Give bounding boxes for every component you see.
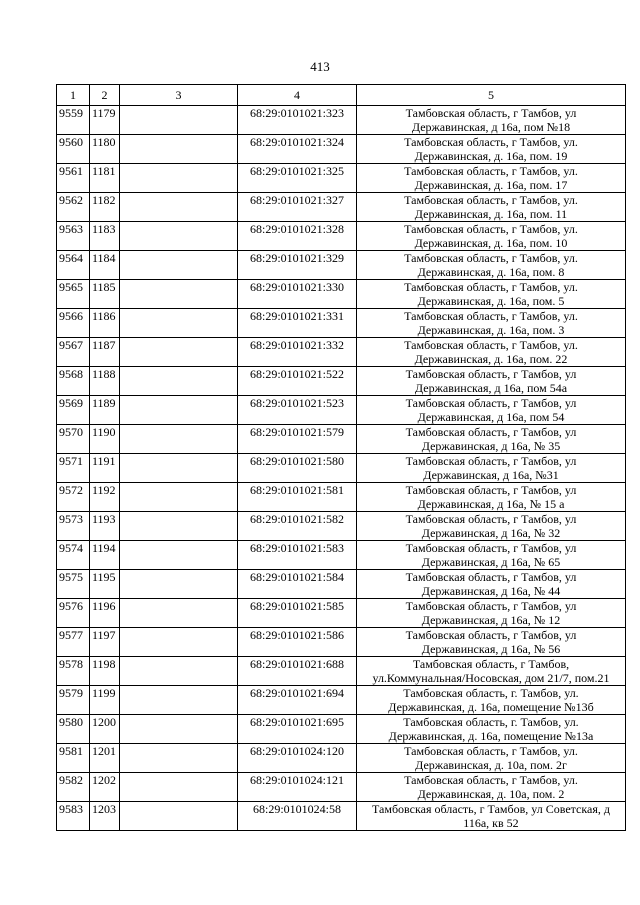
row-number-cell: 9561: [57, 164, 90, 193]
address-cell: [357, 106, 626, 135]
row-number-cell: 9570: [57, 425, 90, 454]
table-row: [57, 773, 626, 802]
address-line-2: Державинская, д 16а, № 15 а: [417, 497, 565, 511]
cadastral-number-cell: 68:29:0101024:121: [238, 773, 357, 802]
page-number: 413: [310, 59, 330, 74]
address-cell: [357, 251, 626, 280]
address-cell: [357, 338, 626, 367]
cadastral-number-cell: 68:29:0101021:695: [238, 715, 357, 744]
empty-cell: [120, 512, 238, 541]
cadastral-number-cell: 68:29:0101021:583: [238, 541, 357, 570]
table-row: [57, 396, 626, 425]
table-row: [57, 309, 626, 338]
address-cell: [357, 454, 626, 483]
row-number-cell: 9574: [57, 541, 90, 570]
row-number-cell: 9572: [57, 483, 90, 512]
address-line-1: Тамбовская область, г Тамбов, ул.: [404, 251, 578, 265]
table-row: [57, 367, 626, 396]
empty-cell: [120, 570, 238, 599]
row-number-cell: 9581: [57, 744, 90, 773]
sequence-number-cell: 1188: [90, 367, 120, 396]
row-number-cell: 9563: [57, 222, 90, 251]
sequence-number-cell: 1195: [90, 570, 120, 599]
sequence-number-cell: 1190: [90, 425, 120, 454]
sequence-number-cell: 1196: [90, 599, 120, 628]
table-row: [57, 338, 626, 367]
row-number-cell: 9582: [57, 773, 90, 802]
sequence-number-cell: 1197: [90, 628, 120, 657]
row-number-cell: 9562: [57, 193, 90, 222]
address-line-2: Державинская, д. 16а, помещение №13а: [388, 729, 594, 743]
address-cell: [357, 512, 626, 541]
address-cell: [357, 222, 626, 251]
row-number-cell: 9567: [57, 338, 90, 367]
address-line-1: Тамбовская область, г Тамбов, ул.: [404, 222, 578, 236]
address-line-1: Тамбовская область, г Тамбов, ул.: [404, 135, 578, 149]
address-line-2: Державинская, д. 16а, пом. 3: [417, 323, 565, 337]
empty-cell: [120, 773, 238, 802]
address-cell: [357, 686, 626, 715]
address-line-2: Державинская, д 16а, № 32: [421, 526, 561, 540]
row-number-cell: 9580: [57, 715, 90, 744]
address-cell: [357, 164, 626, 193]
table-row: [57, 222, 626, 251]
sequence-number-cell: 1181: [90, 164, 120, 193]
empty-cell: [120, 541, 238, 570]
address-cell: [357, 193, 626, 222]
address-cell: [357, 744, 626, 773]
address-line-1: Тамбовская область, г Тамбов, ул: [405, 425, 577, 439]
table-row: [57, 454, 626, 483]
address-line-1: Тамбовская область, г Тамбов, ул: [405, 483, 577, 497]
address-line-1: Тамбовская область, г Тамбов, ул: [405, 512, 577, 526]
table-row: [57, 715, 626, 744]
address-cell: [357, 570, 626, 599]
sequence-number-cell: 1187: [90, 338, 120, 367]
table-row: [57, 657, 626, 686]
header-col-3: 3: [120, 85, 238, 106]
address-line-1: Тамбовская область, г Тамбов, ул.: [404, 164, 578, 178]
sequence-number-cell: 1199: [90, 686, 120, 715]
cadastral-number-cell: 68:29:0101021:330: [238, 280, 357, 309]
header-col-4: 4: [238, 85, 357, 106]
sequence-number-cell: 1191: [90, 454, 120, 483]
cadastral-number-cell: 68:29:0101021:582: [238, 512, 357, 541]
address-cell: [357, 628, 626, 657]
address-line-2: ул.Коммунальная/Носовская, дом 21/7, пом.21: [372, 671, 610, 685]
sequence-number-cell: 1202: [90, 773, 120, 802]
row-number-cell: 9578: [57, 657, 90, 686]
registry-table: [56, 84, 626, 831]
address-line-1: Тамбовская область, г. Тамбов, ул.: [403, 715, 579, 729]
sequence-number-cell: 1193: [90, 512, 120, 541]
address-line-2: Державинская, д. 16а, пом. 10: [414, 236, 568, 250]
address-cell: [357, 483, 626, 512]
address-line-2: Державинская, д. 16а, пом. 5: [417, 294, 565, 308]
address-line-1: Тамбовская область, г Тамбов, ул Советская, д: [372, 802, 610, 816]
cadastral-number-cell: 68:29:0101021:585: [238, 599, 357, 628]
empty-cell: [120, 338, 238, 367]
row-number-cell: 9583: [57, 802, 90, 831]
address-cell: [357, 396, 626, 425]
address-cell: [357, 802, 626, 831]
cadastral-number-cell: 68:29:0101024:58: [238, 802, 357, 831]
row-number-cell: 9564: [57, 251, 90, 280]
empty-cell: [120, 367, 238, 396]
empty-cell: [120, 425, 238, 454]
empty-cell: [120, 396, 238, 425]
row-number-cell: 9566: [57, 309, 90, 338]
empty-cell: [120, 483, 238, 512]
table-row: [57, 164, 626, 193]
address-line-2: Державинская, д 16а, № 44: [421, 584, 561, 598]
cadastral-number-cell: 68:29:0101021:584: [238, 570, 357, 599]
cadastral-number-cell: 68:29:0101021:328: [238, 222, 357, 251]
table-row: [57, 744, 626, 773]
address-line-1: Тамбовская область, г Тамбов, ул: [405, 106, 577, 120]
sequence-number-cell: 1192: [90, 483, 120, 512]
address-line-1: Тамбовская область, г Тамбов, ул: [405, 396, 577, 410]
table-row: [57, 193, 626, 222]
sequence-number-cell: 1194: [90, 541, 120, 570]
address-line-1: Тамбовская область, г Тамбов, ул.: [404, 280, 578, 294]
sequence-number-cell: 1180: [90, 135, 120, 164]
address-line-1: Тамбовская область, г Тамбов, ул.: [404, 338, 578, 352]
sequence-number-cell: 1201: [90, 744, 120, 773]
empty-cell: [120, 715, 238, 744]
address-line-2: Державинская, д 16а, № 65: [421, 555, 561, 569]
empty-cell: [120, 802, 238, 831]
empty-cell: [120, 686, 238, 715]
address-cell: [357, 599, 626, 628]
address-line-2: Державинская, д. 16а, помещение №13б: [388, 700, 594, 714]
header-col-5: 5: [357, 85, 626, 106]
cadastral-number-cell: 68:29:0101021:581: [238, 483, 357, 512]
address-cell: [357, 657, 626, 686]
sequence-number-cell: 1198: [90, 657, 120, 686]
table-row: [57, 425, 626, 454]
address-line-1: Тамбовская область, г Тамбов, ул: [405, 367, 577, 381]
address-line-1: Тамбовская область, г Тамбов, ул: [405, 570, 577, 584]
address-line-1: Тамбовская область, г Тамбов, ул.: [404, 193, 578, 207]
table-row: [57, 599, 626, 628]
empty-cell: [120, 309, 238, 338]
empty-cell: [120, 657, 238, 686]
address-line-1: Тамбовская область, г Тамбов, ул: [405, 599, 577, 613]
address-line-2: Державинская, д. 16а, пом. 8: [417, 265, 565, 279]
address-line-2: Державинская, д 16а, пом 54: [417, 410, 565, 424]
header-col-1: 1: [57, 85, 90, 106]
address-line-2: Державинская, д. 16а, пом. 22: [414, 352, 568, 366]
table-row: [57, 686, 626, 715]
address-line-1: Тамбовская область, г Тамбов, ул: [405, 454, 577, 468]
address-line-2: Державинская, д 16а, №31: [423, 468, 559, 482]
table-row: [57, 135, 626, 164]
address-line-1: Тамбовская область, г Тамбов, ул: [405, 541, 577, 555]
row-number-cell: 9565: [57, 280, 90, 309]
address-cell: [357, 773, 626, 802]
address-cell: [357, 425, 626, 454]
address-line-2: Державинская, д 16а, № 56: [421, 642, 561, 656]
empty-cell: [120, 744, 238, 773]
cadastral-number-cell: 68:29:0101021:523: [238, 396, 357, 425]
sequence-number-cell: 1200: [90, 715, 120, 744]
table-header-row: [57, 85, 626, 106]
cadastral-number-cell: 68:29:0101021:580: [238, 454, 357, 483]
empty-cell: [120, 135, 238, 164]
table-row: [57, 280, 626, 309]
table-row: [57, 483, 626, 512]
address-cell: [357, 309, 626, 338]
empty-cell: [120, 454, 238, 483]
row-number-cell: 9569: [57, 396, 90, 425]
sequence-number-cell: 1203: [90, 802, 120, 831]
address-line-2: Державинская, д 16а, пом 54а: [414, 381, 568, 395]
address-cell: [357, 135, 626, 164]
header-col-2: 2: [90, 85, 120, 106]
table-row: [57, 512, 626, 541]
address-line-2: Державинская, д 16а, № 12: [421, 613, 561, 627]
empty-cell: [120, 222, 238, 251]
cadastral-number-cell: 68:29:0101021:329: [238, 251, 357, 280]
cadastral-number-cell: 68:29:0101021:688: [238, 657, 357, 686]
address-line-2: Державинская, д 16а, № 35: [421, 439, 561, 453]
sequence-number-cell: 1189: [90, 396, 120, 425]
sequence-number-cell: 1184: [90, 251, 120, 280]
empty-cell: [120, 193, 238, 222]
row-number-cell: 9575: [57, 570, 90, 599]
cadastral-number-cell: 68:29:0101021:327: [238, 193, 357, 222]
address-line-1: Тамбовская область, г Тамбов, ул.: [404, 309, 578, 323]
empty-cell: [120, 599, 238, 628]
table-body: [57, 85, 626, 831]
cadastral-number-cell: 68:29:0101021:694: [238, 686, 357, 715]
table-row: [57, 541, 626, 570]
table-row: [57, 802, 626, 831]
address-line-2: Державинская, д. 16а, пом. 19: [414, 149, 568, 163]
sequence-number-cell: 1182: [90, 193, 120, 222]
cadastral-number-cell: 68:29:0101021:323: [238, 106, 357, 135]
table-row: [57, 251, 626, 280]
address-line-2: Державинская, д. 16а, пом. 11: [414, 207, 568, 221]
row-number-cell: 9577: [57, 628, 90, 657]
sequence-number-cell: 1179: [90, 106, 120, 135]
address-line-2: Державинская, д. 10а, пом. 2г: [415, 758, 567, 772]
address-cell: [357, 715, 626, 744]
address-line-1: Тамбовская область, г Тамбов, ул: [405, 628, 577, 642]
address-cell: [357, 367, 626, 396]
row-number-cell: 9560: [57, 135, 90, 164]
cadastral-number-cell: 68:29:0101021:586: [238, 628, 357, 657]
address-line-2: Державинская, д 16а, пом №18: [411, 120, 571, 134]
address-line-2: Державинская, д. 16а, пом. 17: [414, 178, 568, 192]
row-number-cell: 9559: [57, 106, 90, 135]
address-line-1: Тамбовская область, г Тамбов, ул.: [404, 773, 578, 787]
table-row: [57, 628, 626, 657]
row-number-cell: 9573: [57, 512, 90, 541]
empty-cell: [120, 280, 238, 309]
address-line-2: Державинская, д. 10а, пом. 2: [417, 787, 565, 801]
cadastral-number-cell: 68:29:0101021:332: [238, 338, 357, 367]
address-cell: [357, 280, 626, 309]
empty-cell: [120, 106, 238, 135]
row-number-cell: 9571: [57, 454, 90, 483]
empty-cell: [120, 251, 238, 280]
cadastral-number-cell: 68:29:0101021:579: [238, 425, 357, 454]
address-line-2: 116а, кв 52: [463, 816, 519, 830]
cadastral-number-cell: 68:29:0101024:120: [238, 744, 357, 773]
empty-cell: [120, 164, 238, 193]
table-row: [57, 106, 626, 135]
address-line-1: Тамбовская область, г. Тамбов, ул.: [403, 686, 579, 700]
sequence-number-cell: 1186: [90, 309, 120, 338]
sequence-number-cell: 1185: [90, 280, 120, 309]
address-line-1: Тамбовская область, г Тамбов,: [412, 657, 570, 671]
sequence-number-cell: 1183: [90, 222, 120, 251]
row-number-cell: 9568: [57, 367, 90, 396]
table-row: [57, 570, 626, 599]
cadastral-number-cell: 68:29:0101021:331: [238, 309, 357, 338]
cadastral-number-cell: 68:29:0101021:325: [238, 164, 357, 193]
address-cell: [357, 541, 626, 570]
address-line-1: Тамбовская область, г Тамбов, ул.: [404, 744, 578, 758]
cadastral-number-cell: 68:29:0101021:324: [238, 135, 357, 164]
row-number-cell: 9576: [57, 599, 90, 628]
empty-cell: [120, 628, 238, 657]
cadastral-number-cell: 68:29:0101021:522: [238, 367, 357, 396]
row-number-cell: 9579: [57, 686, 90, 715]
